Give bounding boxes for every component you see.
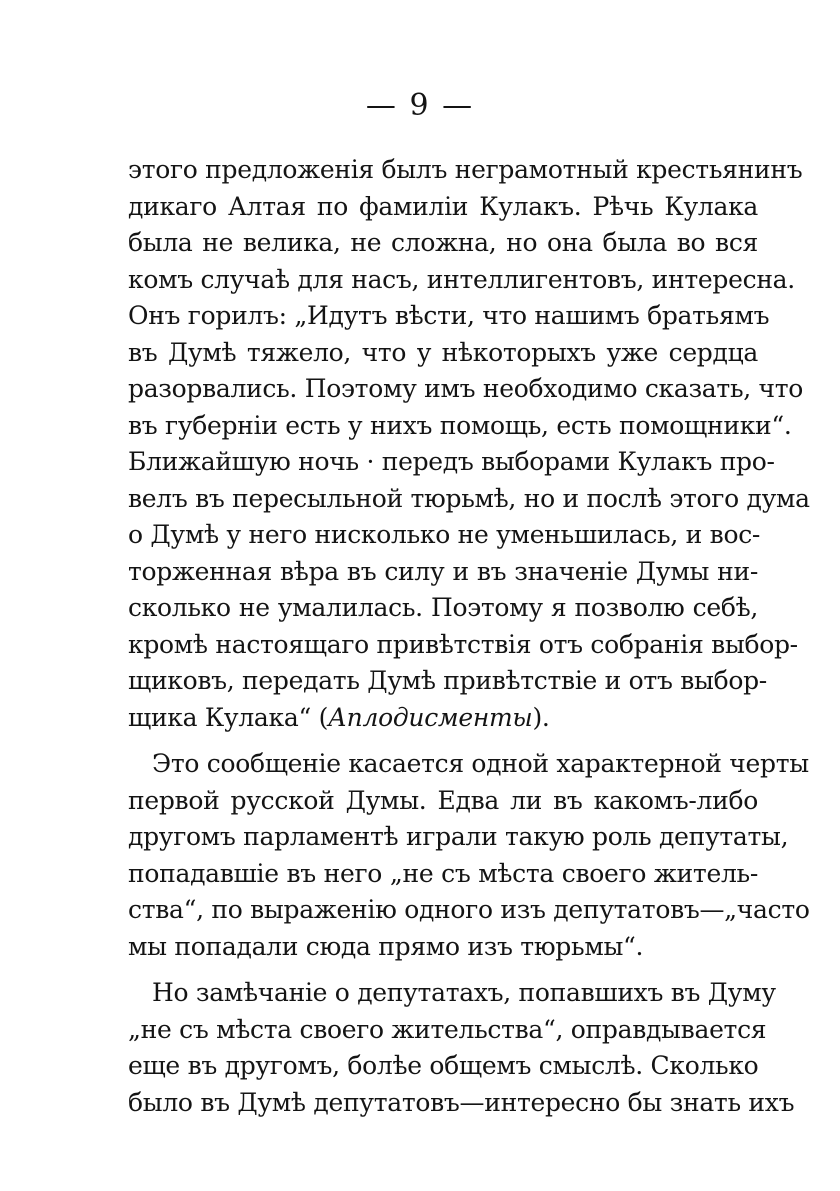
text-line: мы попадали сюда прямо изъ тюрьмы“.	[128, 931, 644, 961]
page-number: — 9 —	[365, 88, 475, 123]
text-line: ства“, по выраженію одного изъ депутатовъ—„часто	[128, 895, 810, 924]
paragraph	[128, 746, 810, 965]
text-line: о Думѣ у него нисколько не уменьшилась, и вос-	[128, 520, 761, 549]
text-line: дикаго Алтая по фамиліи Кулакъ. Рѣчь Кулака	[128, 191, 758, 221]
text-line: было въ Думѣ депутатовъ—интересно бы знать ихъ	[128, 1087, 795, 1117]
text-line: Онъ горилъ: „Идутъ вѣсти, что нашимъ братьямъ	[128, 301, 770, 330]
body-text	[128, 152, 810, 1121]
paragraph	[128, 975, 795, 1121]
text-line: была не велика, не сложна, но она была во вся	[128, 228, 758, 257]
text-line: велъ въ пересыльной тюрьмѣ, но и послѣ этого дума	[128, 483, 810, 513]
applause-remark: Аплодисменты	[328, 702, 533, 732]
text-fragment: щика Кулака“ (	[128, 702, 329, 732]
text-line: комъ случаѣ для насъ, интеллигентовъ, интересна.	[128, 264, 795, 294]
text-line: кромѣ настоящаго привѣтствія отъ собранія выбор-	[128, 629, 798, 659]
text-line: Но замѣчаніе о депутатахъ, попавшихъ въ Думу	[152, 978, 776, 1007]
text-line: этого предложенія былъ неграмотный крестьянинъ	[128, 155, 803, 184]
text-line: еще въ другомъ, болѣе общемъ смыслѣ. Сколько	[128, 1051, 759, 1080]
text-line: Ближайшую ночь · передъ выборами Кулакъ про-	[128, 447, 775, 476]
text-line: торженная вѣра въ силу и въ значеніе Думы ни-	[128, 556, 758, 586]
paragraph	[128, 152, 810, 736]
text-line: въ губерніи есть у нихъ помощь, есть помощники“.	[128, 410, 792, 440]
text-line: другомъ парламентѣ играли такую роль депутаты,	[128, 822, 789, 851]
text-line: „не съ мѣста своего жительства“, оправдывается	[128, 1014, 767, 1044]
text-line-final	[128, 700, 758, 737]
text-line: щиковъ, передать Думѣ привѣтствіе и отъ выбор-	[128, 666, 767, 695]
text-line: сколько не умалилась. Поэтому я позволю себѣ,	[128, 593, 758, 622]
text-line: попадавшіе въ него „не съ мѣста своего житель-	[128, 858, 758, 888]
text-line: Это сообщеніе касается одной характерной черты	[152, 749, 809, 778]
text-fragment: ).	[532, 702, 550, 732]
text-line: въ Думѣ тяжело, что у нѣкоторыхъ уже сердца	[128, 337, 758, 367]
text-line: первой русской Думы. Едва ли въ какомъ-либо	[128, 785, 758, 815]
text-line: разорвались. Поэтому имъ необходимо сказать, что	[128, 374, 804, 403]
